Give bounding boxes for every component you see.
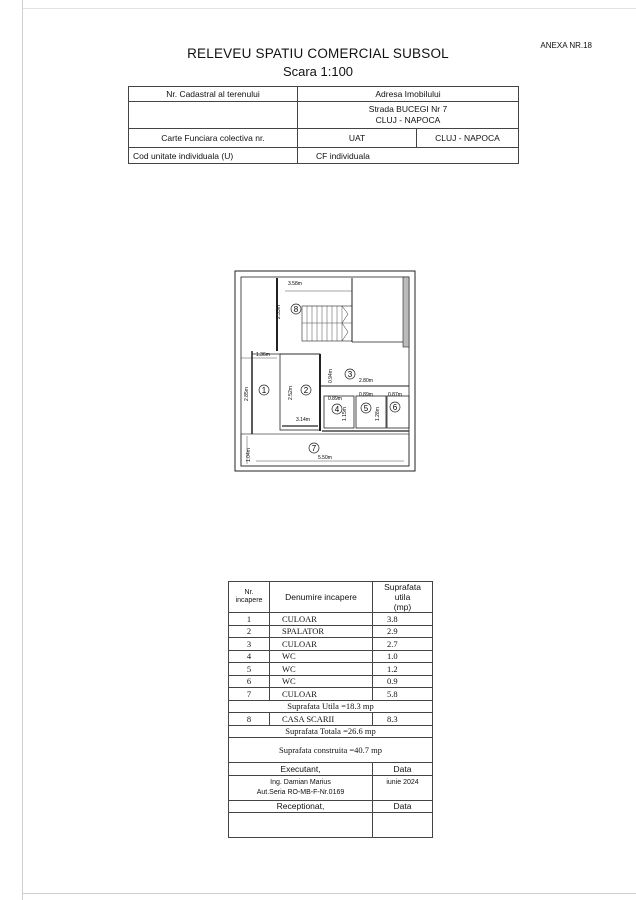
table-row: 2 SPALATOR 2.9 — [229, 625, 433, 638]
dim-128: 1.28m — [375, 407, 381, 421]
receptionat-label: Receptionat, — [229, 800, 373, 813]
room-marker-5 — [361, 403, 371, 413]
table-row: 1 CULOAR 3.8 — [229, 613, 433, 626]
svg-text:1: 1 — [261, 386, 267, 395]
col-area-header: Suprafata utila (mp) — [373, 582, 433, 613]
svg-text:7: 7 — [311, 444, 317, 453]
room-marker-8 — [291, 304, 301, 314]
executant-label: Executant, — [229, 763, 373, 776]
svg-text:6: 6 — [392, 403, 398, 412]
room-marker-7 — [309, 443, 319, 453]
table-row: 5 WC 1.2 — [229, 663, 433, 676]
room-marker-6 — [390, 402, 400, 412]
wc6-outline — [387, 396, 409, 428]
page-frame-bottom — [22, 893, 636, 894]
cf-label: CF individuala — [298, 148, 519, 164]
dim-136: 1.36m — [256, 352, 270, 358]
uat-value: CLUJ - NAPOCA — [417, 129, 519, 148]
address-value — [298, 102, 519, 129]
dim-115: 1.15m — [342, 407, 348, 421]
svg-text:4: 4 — [334, 405, 340, 414]
cod-unitate-label: Cod unitate individuala (U) — [129, 148, 298, 164]
authorization-number: Aut.Seria RO-MB-F-Nr.0169 — [256, 788, 345, 796]
table-row: 6 WC 0.9 — [229, 675, 433, 688]
dim-087: 0.87m — [388, 392, 402, 398]
dim-252: 2.52m — [288, 386, 294, 400]
address-city: CLUJ - NAPOCA — [375, 115, 441, 125]
dim-280: 2.80m — [359, 378, 373, 384]
room-marker-4 — [332, 404, 342, 414]
dim-233: 2.33m — [276, 305, 282, 319]
total-area: Suprafata Totala =26.6 mp — [229, 725, 433, 738]
execution-date: iunie 2024 — [373, 775, 433, 800]
carte-funciara-label: Carte Funciara colectiva nr. — [129, 129, 298, 148]
nr-cadastral-value — [129, 102, 298, 129]
room-marker-1 — [259, 385, 269, 395]
col-nr-header: Nr. incapere — [229, 582, 270, 613]
col-name-header: Denumire incapere — [270, 582, 373, 613]
table-row: 7 CULOAR 5.8 — [229, 688, 433, 701]
staircase — [302, 306, 352, 341]
page-frame-top — [22, 8, 636, 9]
dim-089b: 0.89m — [359, 392, 373, 398]
dim-104: 1.04m — [246, 448, 252, 462]
engineer-name: Ing. Damian Marius — [270, 778, 331, 786]
inner-wall-outline — [241, 277, 409, 466]
dim-285: 2.85m — [244, 387, 250, 401]
page-frame-left — [22, 0, 23, 900]
annex-label: ANEXA NR.18 — [540, 41, 592, 50]
data-label: Data — [373, 763, 433, 776]
built-area: Suprafata construita =40.7 mp — [229, 738, 433, 763]
dim-094: 0.94m — [328, 369, 334, 383]
scale-label: Scara 1:100 — [282, 64, 354, 79]
svg-text:3: 3 — [347, 370, 353, 379]
address-street: Strada BUCEGI Nr 7 — [368, 104, 448, 114]
receptionat-signature — [229, 813, 373, 838]
rooms-table — [228, 581, 433, 838]
data-label-2: Data — [373, 800, 433, 813]
table-row: 4 WC 1.0 — [229, 650, 433, 663]
svg-text:5: 5 — [363, 404, 369, 413]
room-marker-2 — [301, 385, 311, 395]
floor-plan — [230, 266, 420, 478]
wc5-outline — [356, 396, 386, 428]
stair-wall-east — [403, 277, 409, 347]
dim-089a: 0.89m — [328, 396, 342, 402]
property-header-table — [128, 86, 519, 164]
executant-signature — [229, 775, 373, 800]
nr-cadastral-label: Nr. Cadastral al terenului — [129, 87, 298, 102]
svg-text:2: 2 — [303, 386, 309, 395]
room7-outline — [241, 434, 409, 466]
uat-label: UAT — [298, 129, 417, 148]
table-row: 8 CASA SCARII 8.3 — [229, 713, 433, 726]
dim-550: 5.50m — [318, 455, 332, 461]
document-title: RELEVEU SPATIU COMERCIAL SUBSOL — [187, 46, 449, 61]
dim-314: 3.14m — [296, 417, 310, 423]
dim-358: 3.58m — [288, 281, 302, 287]
table-row: 3 CULOAR 2.7 — [229, 638, 433, 651]
util-total: Suprafata Utila =18.3 mp — [229, 700, 433, 713]
receptionat-date — [373, 813, 433, 838]
svg-text:8: 8 — [293, 305, 299, 314]
address-label: Adresa Imobilului — [298, 87, 519, 102]
room-marker-3 — [345, 369, 355, 379]
outer-wall-outline — [235, 271, 415, 471]
